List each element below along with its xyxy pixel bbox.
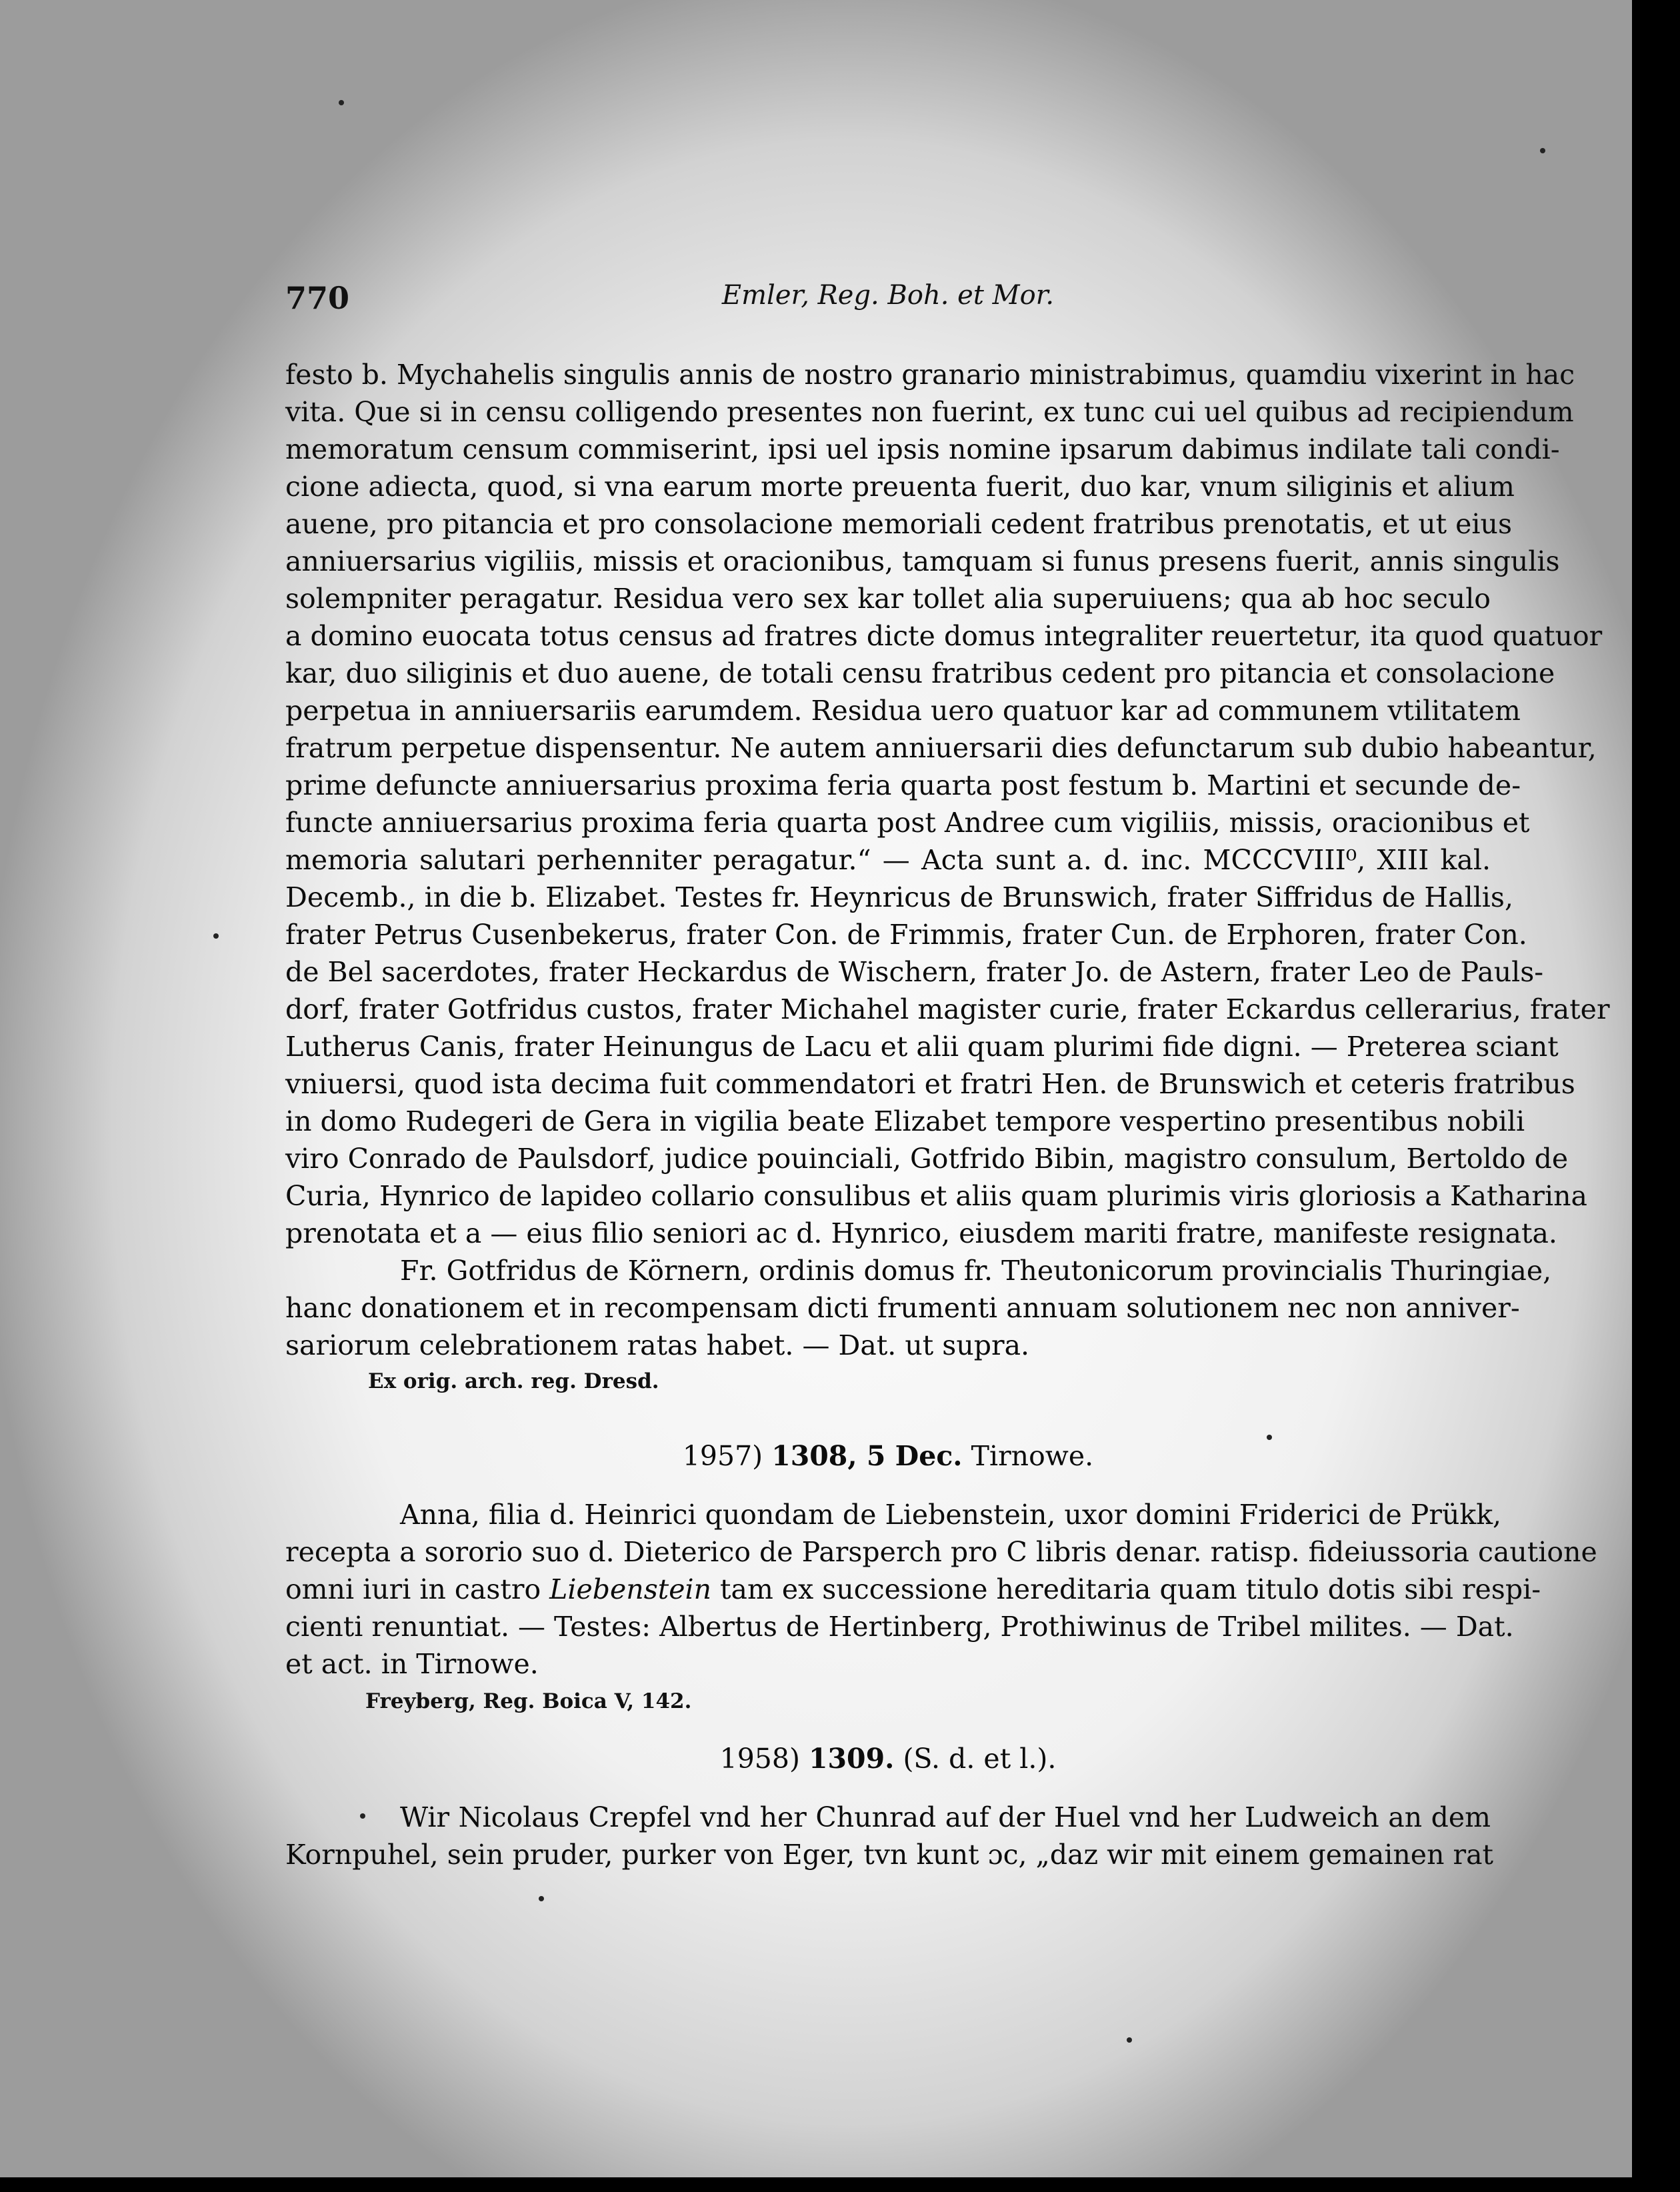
entry-number: 1957)	[682, 1440, 763, 1472]
text-line: Wir Nicolaus Crepfel vnd her Chunrad auf der Huel vnd her Ludweich an dem	[400, 1801, 1491, 1833]
text-line: Fr. Gotfridus de Körnern, ordinis domus fr. Theutonicorum provincialis Thuringiae,	[400, 1255, 1552, 1287]
text-line: perpetua in anniuersariis earumdem. Residua uero quatuor kar ad communem vtilitatem	[285, 695, 1521, 727]
scan-speck	[213, 933, 219, 939]
text-line: solempniter peragatur. Residua vero sex kar tollet alia superuiuens; qua ab hoc seculo	[285, 583, 1491, 615]
text-line: Decemb., in die b. Elizabet. Testes fr. Heynricus de Brunswich, frater Siffridus de Hallis,	[285, 881, 1513, 913]
source-note: Ex orig. arch. reg. Dresd.	[368, 1369, 659, 1393]
page-header	[285, 280, 1491, 320]
text-line: recepta a sororio suo d. Dieterico de Parsperch pro C libris denar. ratisp. fideiussoria cautione	[285, 1536, 1597, 1568]
text-line: cienti renuntiat. — Testes: Albertus de Hertinberg, Prothiwinus de Tribel milites. — Dat.	[285, 1611, 1514, 1643]
text-line: fratrum perpetue dispensentur. Ne autem anniuersarii dies defunctarum sub dubio habeantur,	[285, 732, 1597, 764]
running-title: Emler, Reg. Boh. et Mor.	[721, 280, 1055, 311]
scan-speck	[539, 1896, 544, 1901]
text-line: festo b. Mychahelis singulis annis de nostro granario ministrabimus, quamdiu vixerint in hac	[285, 359, 1575, 391]
scan-border-bottom	[0, 2177, 1680, 2192]
text-segment: omni iuri in castro Liebenstein tam ex successione hereditaria quam titulo dotis sibi respi-	[285, 1573, 1541, 1605]
text-line: hanc donationem et in recompensam dicti frumenti annuam solutionem nec non anniver-	[285, 1292, 1520, 1324]
text-line: prime defuncte anniuersarius proxima feria quarta post festum b. Martini et secunde de-	[285, 769, 1521, 801]
entry-place: Tirnowe.	[971, 1440, 1094, 1472]
scan-speck	[1540, 148, 1545, 153]
text-line: functe anniuersarius proxima feria quarta post Andree cum vigiliis, missis, oracionibus et	[285, 807, 1530, 839]
text-line	[285, 1571, 1541, 1608]
scan-speck	[339, 100, 344, 105]
source-note: Freyberg, Reg. Boica V, 142.	[365, 1689, 692, 1713]
entry-heading-1958	[285, 1743, 1491, 1775]
text-line: sariorum celebrationem ratas habet. — Dat. ut supra.	[285, 1329, 1030, 1361]
text-line: kar, duo siliginis et duo auene, de totali censu fratribus cedent pro pitancia et consolacione	[285, 657, 1555, 689]
text-line: frater Petrus Cusenbekerus, frater Con. de Frimmis, frater Cun. de Erphoren, frater Con.	[285, 919, 1527, 951]
page-number: 770	[285, 280, 350, 316]
entry-heading-1957	[285, 1440, 1491, 1472]
text-line: vniuersi, quod ista decima fuit commendatori et fratri Hen. de Brunswich et ceteris fratribus	[285, 1068, 1575, 1100]
entry-date: 1308, 5 Dec.	[771, 1440, 963, 1472]
entry-number: 1958)	[719, 1743, 800, 1775]
text-line: de Bel sacerdotes, frater Heckardus de Wischern, frater Jo. de Astern, frater Leo de Pauls-	[285, 956, 1544, 988]
scan-border-right	[1632, 0, 1680, 2192]
scan-speck	[1267, 1435, 1272, 1440]
text-line: memoria salutari perhenniter peragatur.“ — Acta sunt a. d. inc. MCCCVIII⁰, XIII kal.	[285, 844, 1491, 876]
text-line: a domino euocata totus census ad fratres dicte domus integraliter reuertetur, ita quod quatuor	[285, 620, 1603, 652]
text-line: Kornpuhel, sein pruder, purker von Eger, tvn kunt ɔc, „daz wir mit einem gemainen rat	[285, 1839, 1494, 1871]
text-line: Anna, filia d. Heinrici quondam de Liebenstein, uxor domini Friderici de Prükk,	[400, 1499, 1502, 1531]
text-line: Lutherus Canis, frater Heinungus de Lacu et alii quam plurimi fide digni. — Preterea sciant	[285, 1031, 1559, 1063]
text-line: anniuersarius vigiliis, missis et oracionibus, tamquam si funus presens fuerit, annis singulis	[285, 545, 1560, 577]
scan-speck	[1127, 2037, 1132, 2043]
text-line: dorf, frater Gotfridus custos, frater Michahel magister curie, frater Eckardus cellerarius, frater	[285, 993, 1610, 1025]
text-line: vita. Que si in censu colligendo presentes non fuerint, ex tunc cui uel quibus ad recipiendum	[285, 396, 1574, 428]
text-line: prenotata et a — eius filio seniori ac d. Hynrico, eiusdem mariti fratre, manifeste resignata.	[285, 1217, 1557, 1249]
text-line: viro Conrado de Paulsdorf, judice pouinciali, Gotfrido Bibin, magistro consulum, Bertoldo de	[285, 1143, 1569, 1175]
entry-date: 1309.	[809, 1743, 895, 1775]
text-line: memoratum censum commiserint, ipsi uel ipsis nomine ipsarum dabimus indilate tali condi-	[285, 433, 1560, 465]
text-line: auene, pro pitancia et pro consolacione memoriali cedent fratribus prenotatis, et ut eius	[285, 508, 1512, 540]
text-line: Curia, Hynrico de lapideo collario consulibus et aliis quam plurimis viris gloriosis a Katharina	[285, 1180, 1587, 1212]
text-line: et act. in Tirnowe.	[285, 1648, 539, 1680]
text-line: in domo Rudegeri de Gera in vigilia beate Elizabet tempore vespertino presentibus nobili	[285, 1105, 1525, 1137]
text-line: cione adiecta, quod, si vna earum morte preuenta fuerit, duo kar, vnum siliginis et alium	[285, 471, 1515, 503]
entry-place: (S. d. et l.).	[903, 1743, 1057, 1775]
scan-speck	[360, 1813, 365, 1819]
